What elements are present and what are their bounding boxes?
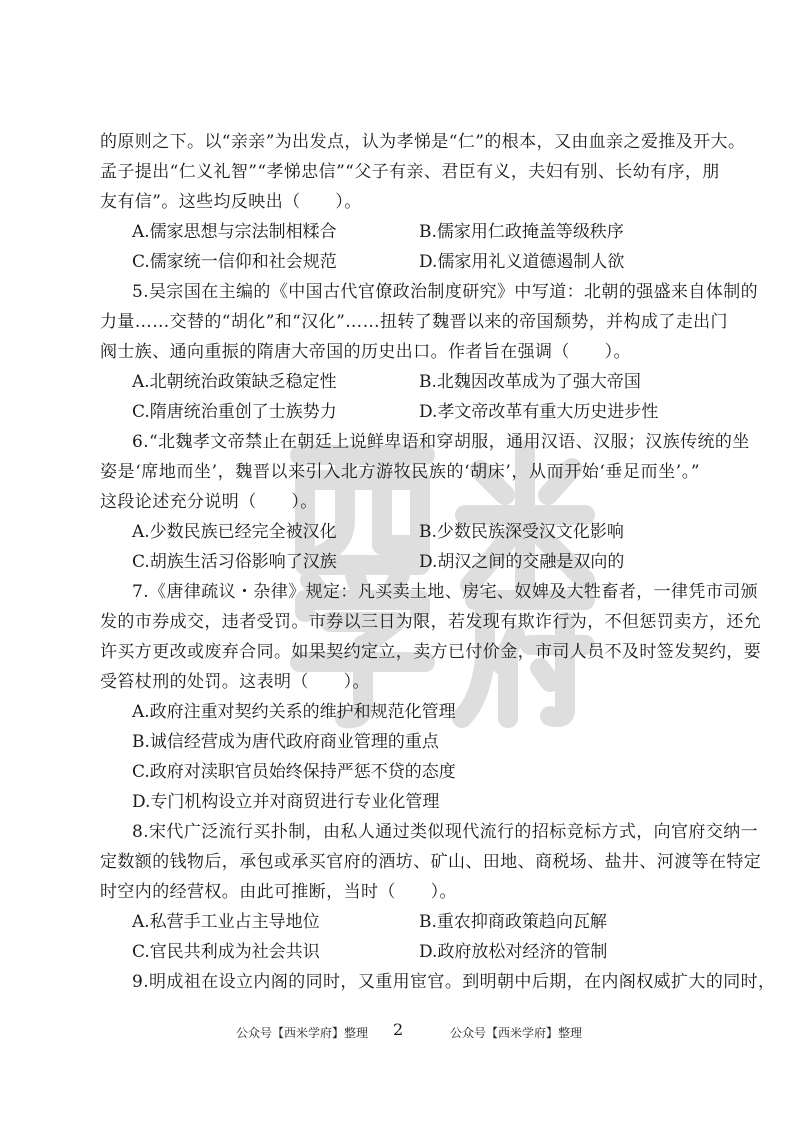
q7-option-b: B.诚信经营成为唐代政府商业管理的重点 [132, 732, 439, 752]
q7-text-line-4: 受笞杖刑的处罚。这表明（ ）。 [100, 672, 370, 692]
q4-text-line-2: 孟子提出“仁义礼智”“孝悌忠信”“父子有亲、君臣有义，夫妇有别、长幼有序，朋 [100, 162, 720, 182]
q9-text-line-1: 9.明成祖在设立内阁的同时，又重用宦官。到明朝中后期，在内阁权威扩大的同时， [132, 972, 776, 992]
q4-option-d: D.儒家用礼义道德遏制人欲 [419, 252, 625, 272]
q6-option-a: A.少数民族已经完全被汉化 [132, 522, 337, 542]
q7-text-line-2: 发的市券成交，违者受罚。市券以三日为限，若发现有欺诈行为，不但惩罚卖方，还允 [100, 612, 762, 632]
q8-option-c: C.官民共利成为社会共识 [132, 942, 320, 962]
q7-option-c: C.政府对渎职官员始终保持严惩不贷的态度 [132, 762, 456, 782]
q5-text-line-2: 力量……交替的“胡化”和“汉化”……扭转了魏晋以来的帝国颓势，并构成了走出门 [100, 312, 728, 332]
q4-option-a: A.儒家思想与宗法制相糅合 [132, 222, 337, 242]
q4-option-c: C.儒家统一信仰和社会规范 [132, 252, 337, 272]
q8-option-b: B.重农抑商政策趋向瓦解 [419, 912, 607, 932]
q4-text-line-3: 友有信”。这些均反映出（ ）。 [100, 192, 362, 212]
q6-text-line-1: 6.“北魏孝文帝禁止在朝廷上说鲜卑语和穿胡服，通用汉语、汉服；汉族传统的坐 [132, 432, 750, 452]
q5-option-c: C.隋唐统治重创了士族势力 [132, 402, 337, 422]
q7-option-a: A.政府注重对契约关系的维护和规范化管理 [132, 702, 456, 722]
q5-option-b: B.北魏因改革成为了强大帝国 [419, 372, 641, 392]
q5-text-line-3: 阀士族、通向重振的隋唐大帝国的历史出口。作者旨在强调（ ）。 [100, 342, 631, 362]
q5-text-line-1: 5.吴宗国在主编的《中国古代官僚政治制度研究》中写道：北朝的强盛来自体制的 [132, 282, 759, 302]
q4-text-line-1: 的原则之下。以“亲亲”为出发点，认为孝悌是“仁”的根本，又由血亲之爱推及开大。 [100, 132, 746, 152]
q5-option-d: D.孝文帝改革有重大历史进步性 [419, 402, 659, 422]
q8-option-a: A.私营手工业占主导地位 [132, 912, 320, 932]
q5-option-a: A.北朝统治政策缺乏稳定性 [132, 372, 337, 392]
q7-text-line-1: 7.《唐律疏议・杂律》规定：凡买卖土地、房宅、奴婢及大牲畜者，一律凭市司颁 [132, 582, 759, 602]
q4-option-b: B.儒家用仁政掩盖等级秩序 [419, 222, 624, 242]
q6-option-d: D.胡汉之间的交融是双向的 [419, 552, 625, 572]
q8-text-line-1: 8.宋代广泛流行买扑制，由私人通过类似现代流行的招标竞标方式，向官府交纳一 [132, 822, 759, 842]
q6-text-line-3: 这段论述充分说明（ ）。 [100, 492, 318, 512]
q6-option-c: C.胡族生活习俗影响了汉族 [132, 552, 337, 572]
footer-left-credit: 公众号【西米学府】整理 [236, 1026, 369, 1040]
q6-option-b: B.少数民族深受汉文化影响 [419, 522, 624, 542]
q6-text-line-2: 姿是‘席地而坐’，魏晋以来引入北方游牧民族的‘胡床’，从而开始‘垂足而坐’。” [100, 462, 700, 482]
q8-text-line-2: 定数额的钱物后，承包或承买官府的酒坊、矿山、田地、商税场、盐井、河渡等在特定 [100, 852, 762, 872]
footer-right-credit: 公众号【西米学府】整理 [450, 1026, 583, 1040]
page-number: 2 [393, 1020, 404, 1039]
q7-text-line-3: 许买方更改或废弃合同。如果契约定立，卖方已付价金，市司人员不及时签发契约，要 [100, 642, 762, 662]
q7-option-d: D.专门机构设立并对商贸进行专业化管理 [132, 792, 440, 812]
q8-text-line-3: 时空内的经营权。由此可推断，当时（ ）。 [100, 882, 457, 902]
q8-option-d: D.政府放松对经济的管制 [419, 942, 608, 962]
